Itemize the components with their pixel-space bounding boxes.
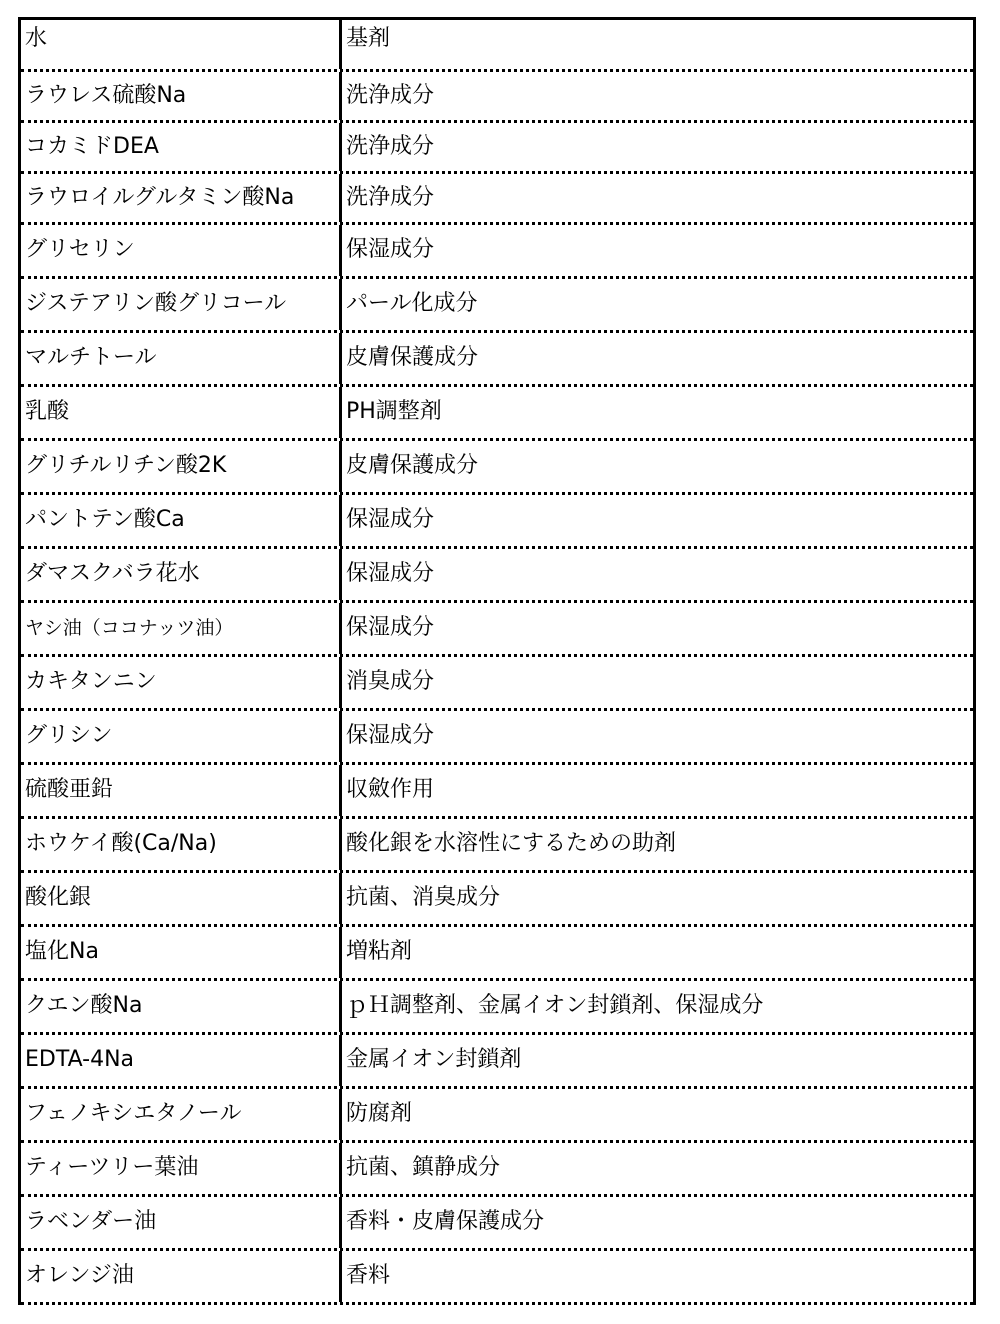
table-row — [21, 711, 973, 765]
table-row — [21, 549, 973, 603]
ingredient-role: 金属イオン封鎖剤 — [346, 1047, 522, 1073]
table-row — [21, 495, 973, 549]
table-row — [21, 1089, 973, 1143]
ingredient-name: ティーツリー葉油 — [21, 1143, 342, 1194]
table-row — [21, 279, 973, 333]
ingredient-role: 防腐剤 — [346, 1101, 413, 1127]
ingredient-name: コカミドDEA — [21, 123, 342, 171]
table-row — [21, 225, 973, 279]
ingredient-role: ｐＨ調整剤、金属イオン封鎖剤、保湿成分 — [346, 993, 764, 1019]
ingredient-name: ホウケイ酸(Ca/Na) — [21, 819, 342, 870]
ingredient-name: フェノキシエタノール — [21, 1089, 342, 1140]
ingredient-role: 香料・皮膚保護成分 — [346, 1209, 545, 1235]
ingredient-name: オレンジ油 — [21, 1251, 342, 1302]
table-row — [21, 1143, 973, 1197]
table-row — [21, 927, 973, 981]
ingredient-name: マルチトール — [21, 333, 342, 384]
ingredient-name: ダマスクバラ花水 — [21, 549, 342, 600]
ingredient-name: 乳酸 — [21, 387, 342, 438]
ingredient-name: カキタンニン — [21, 657, 342, 708]
table-row — [21, 441, 973, 495]
table-row — [21, 603, 973, 657]
table-row — [21, 72, 973, 123]
ingredient-role: 保湿成分 — [346, 723, 435, 749]
ingredient-name: パントテン酸Ca — [21, 495, 342, 546]
ingredient-name: 水 — [21, 20, 342, 69]
table-row — [21, 387, 973, 441]
table-row — [21, 981, 973, 1035]
table-row — [21, 873, 973, 927]
ingredient-role: 収斂作用 — [346, 777, 435, 803]
ingredient-role: 保湿成分 — [346, 561, 435, 587]
ingredient-name: グリシン — [21, 711, 342, 762]
ingredient-role: PH調整剤 — [346, 399, 442, 425]
table-row — [21, 819, 973, 873]
ingredient-name: ジステアリン酸グリコール — [21, 279, 342, 330]
ingredient-name: 酸化銀 — [21, 873, 342, 924]
ingredient-table — [18, 17, 976, 1305]
ingredient-name: ラベンダー油 — [21, 1197, 342, 1248]
table-row — [21, 657, 973, 711]
ingredient-role: 洗浄成分 — [346, 184, 435, 210]
ingredient-role: 保湿成分 — [346, 615, 435, 641]
ingredient-role: 皮膚保護成分 — [346, 453, 479, 479]
table-row — [21, 1251, 973, 1305]
ingredient-role: 増粘剤 — [346, 939, 413, 965]
ingredient-role: パール化成分 — [346, 291, 478, 317]
ingredient-name: ラウロイルグルタミン酸Na — [21, 174, 342, 222]
ingredient-name: ラウレス硫酸Na — [21, 72, 342, 120]
ingredient-role: 抗菌、消臭成分 — [346, 885, 501, 911]
ingredient-role: 消臭成分 — [346, 669, 435, 695]
ingredient-role: 洗浄成分 — [346, 133, 435, 159]
table-row — [21, 1197, 973, 1251]
ingredient-role: 酸化銀を水溶性にするための助剤 — [346, 831, 677, 857]
ingredient-name: 硫酸亜鉛 — [21, 765, 342, 816]
table-row — [21, 1035, 973, 1089]
ingredient-role: 洗浄成分 — [346, 82, 435, 108]
table-row — [21, 123, 973, 174]
table-row — [21, 765, 973, 819]
ingredient-name: EDTA-4Na — [21, 1035, 342, 1086]
ingredient-role: 抗菌、鎮静成分 — [346, 1155, 501, 1181]
ingredient-role: 皮膚保護成分 — [346, 345, 479, 371]
ingredient-role: 保湿成分 — [346, 237, 435, 263]
table-row — [21, 20, 973, 72]
ingredient-name: ヤシ油（ココナッツ油） — [21, 603, 342, 654]
ingredient-role: 保湿成分 — [346, 507, 435, 533]
ingredient-name: グリセリン — [21, 225, 342, 276]
ingredient-name: クエン酸Na — [21, 981, 342, 1032]
ingredient-role: 香料 — [346, 1263, 391, 1289]
ingredient-role: 基剤 — [346, 26, 391, 51]
ingredient-name: 塩化Na — [21, 927, 342, 978]
table-row — [21, 333, 973, 387]
table-row — [21, 174, 973, 225]
ingredient-name: グリチルリチン酸2K — [21, 441, 342, 492]
